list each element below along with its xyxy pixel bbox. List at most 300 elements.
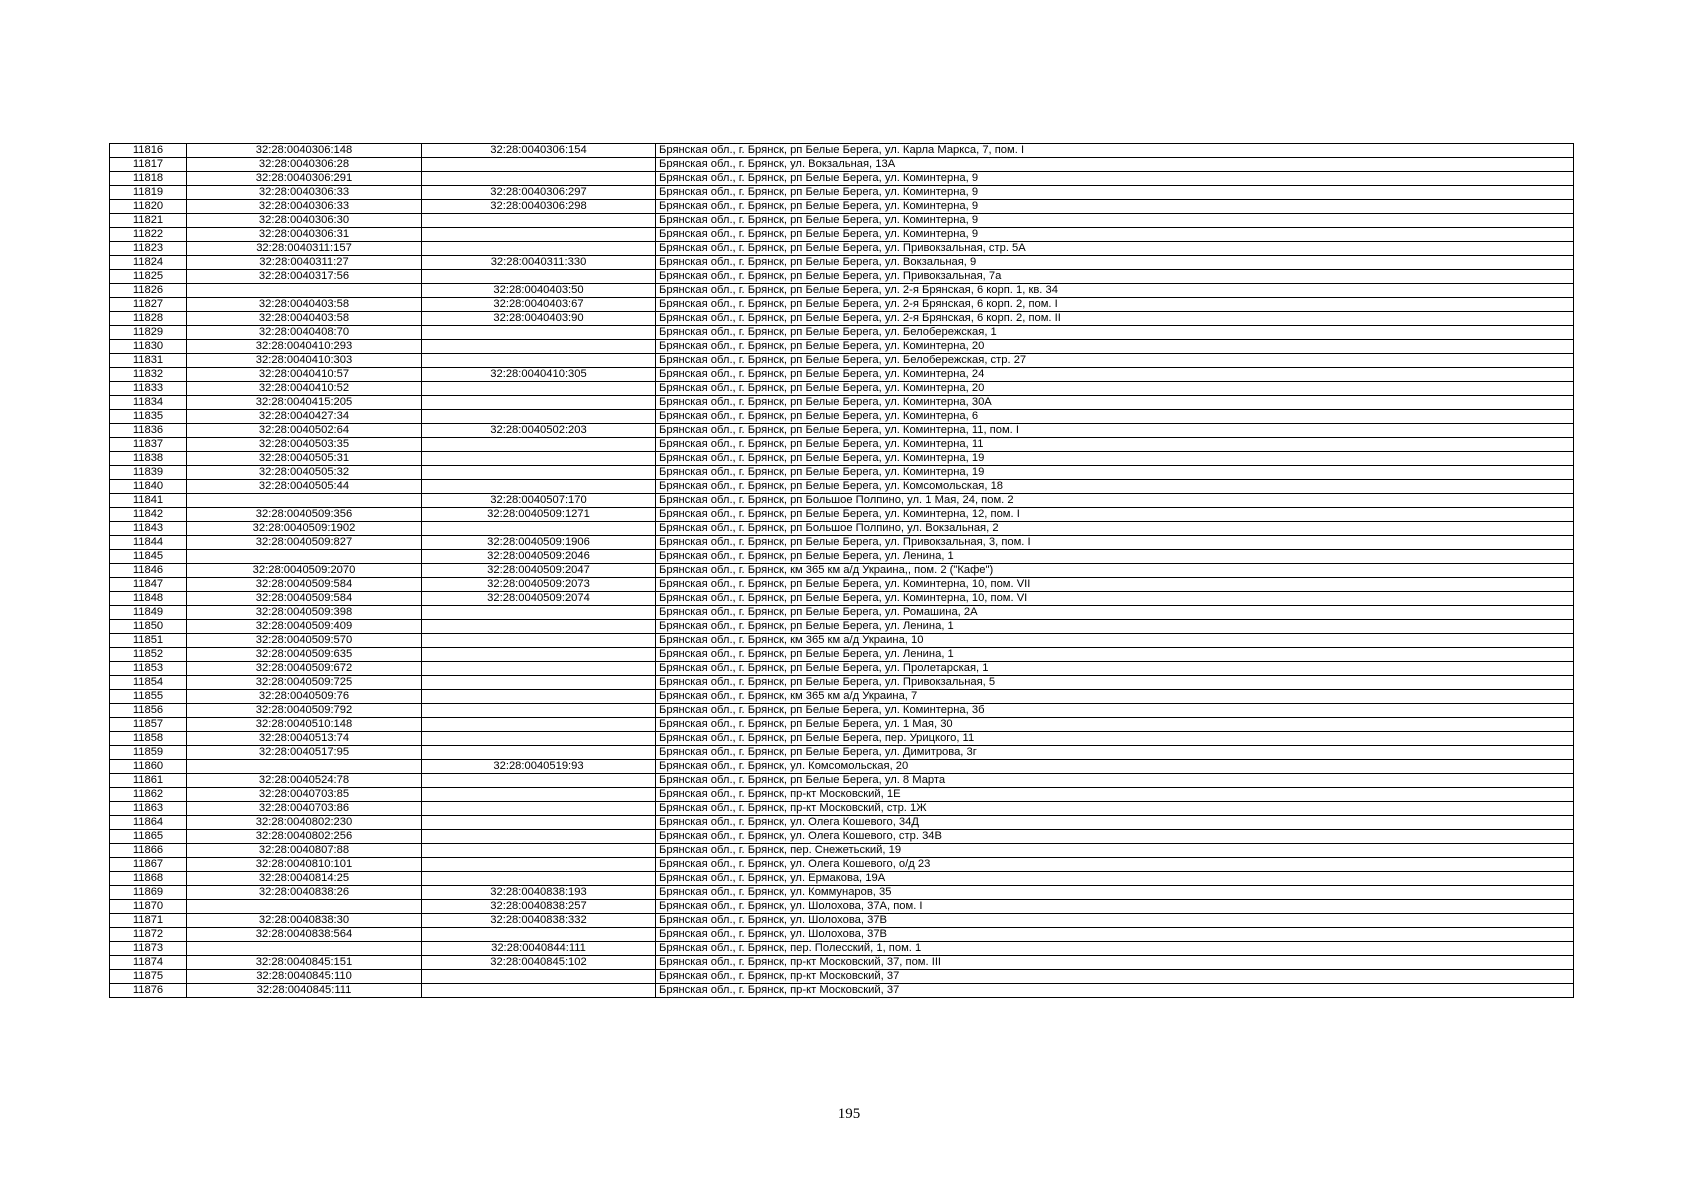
table-row: [110, 172, 1574, 186]
row-number-cell: 11858: [110, 732, 187, 746]
table-row: [110, 144, 1574, 158]
object-number-cell: [422, 410, 656, 424]
object-number-cell: 32:28:0040844:111: [422, 942, 656, 956]
address-cell: Брянская обл., г. Брянск, пр-кт Московский, 37: [656, 970, 1574, 984]
address-cell: Брянская обл., г. Брянск, рп Белые Берега, ул. Ленина, 1: [656, 550, 1574, 564]
row-number-cell: 11874: [110, 956, 187, 970]
address-cell: Брянская обл., г. Брянск, рп Белые Берега, ул. Карла Маркса, 7, пом. I: [656, 144, 1574, 158]
row-number-cell: 11826: [110, 284, 187, 298]
address-cell: Брянская обл., г. Брянск, рп Белые Берега, ул. Коминтерна, 12, пом. I: [656, 508, 1574, 522]
parcel-number-cell: 32:28:0040410:52: [187, 382, 422, 396]
table-row: [110, 228, 1574, 242]
table-row: [110, 956, 1574, 970]
object-number-cell: 32:28:0040838:332: [422, 914, 656, 928]
parcel-number-cell: 32:28:0040838:564: [187, 928, 422, 942]
row-number-cell: 11834: [110, 396, 187, 410]
object-number-cell: [422, 662, 656, 676]
address-cell: Брянская обл., г. Брянск, рп Белые Берега, ул. Ленина, 1: [656, 620, 1574, 634]
row-number-cell: 11837: [110, 438, 187, 452]
row-number-cell: 11848: [110, 592, 187, 606]
address-cell: Брянская обл., г. Брянск, ул. Коммунаров, 35: [656, 886, 1574, 900]
parcel-number-cell: 32:28:0040505:31: [187, 452, 422, 466]
table-row: [110, 788, 1574, 802]
address-cell: Брянская обл., г. Брянск, рп Белые Берега, ул. Белобережская, стр. 27: [656, 354, 1574, 368]
table-row: [110, 816, 1574, 830]
parcel-number-cell: 32:28:0040802:230: [187, 816, 422, 830]
parcel-number-cell: 32:28:0040509:409: [187, 620, 422, 634]
address-cell: Брянская обл., г. Брянск, рп Белые Берега, ул. Коминтерна, 9: [656, 228, 1574, 242]
parcel-number-cell: 32:28:0040403:58: [187, 312, 422, 326]
address-cell: Брянская обл., г. Брянск, ул. Комсомольская, 20: [656, 760, 1574, 774]
table-row: [110, 354, 1574, 368]
parcel-number-cell: 32:28:0040306:33: [187, 200, 422, 214]
table-row: [110, 914, 1574, 928]
row-number-cell: 11856: [110, 704, 187, 718]
table-row: [110, 760, 1574, 774]
object-number-cell: [422, 382, 656, 396]
table-row: [110, 438, 1574, 452]
parcel-number-cell: 32:28:0040845:110: [187, 970, 422, 984]
table-row: [110, 466, 1574, 480]
table-row: [110, 746, 1574, 760]
table-row: [110, 452, 1574, 466]
address-cell: Брянская обл., г. Брянск, рп Белые Берега, ул. 2-я Брянская, 6 корп. 1, кв. 34: [656, 284, 1574, 298]
address-cell: Брянская обл., г. Брянск, пер. Снежетьский, 19: [656, 844, 1574, 858]
row-number-cell: 11828: [110, 312, 187, 326]
table-row: [110, 662, 1574, 676]
object-number-cell: 32:28:0040507:170: [422, 494, 656, 508]
parcel-number-cell: 32:28:0040306:148: [187, 144, 422, 158]
object-number-cell: 32:28:0040410:305: [422, 368, 656, 382]
table-row: [110, 186, 1574, 200]
table-row: [110, 732, 1574, 746]
row-number-cell: 11847: [110, 578, 187, 592]
address-cell: Брянская обл., г. Брянск, рп Белые Берега, ул. 2-я Брянская, 6 корп. 2, пом. I: [656, 298, 1574, 312]
parcel-number-cell: [187, 900, 422, 914]
address-cell: Брянская обл., г. Брянск, рп Белые Берега, ул. Коминтерна, 11, пом. I: [656, 424, 1574, 438]
table-row: [110, 494, 1574, 508]
address-cell: Брянская обл., г. Брянск, рп Белые Берега, ул. Белобережская, 1: [656, 326, 1574, 340]
object-number-cell: 32:28:0040509:1906: [422, 536, 656, 550]
object-number-cell: [422, 172, 656, 186]
parcel-number-cell: 32:28:0040509:570: [187, 634, 422, 648]
row-number-cell: 11849: [110, 606, 187, 620]
parcel-number-cell: [187, 550, 422, 564]
row-number-cell: 11825: [110, 270, 187, 284]
address-cell: Брянская обл., г. Брянск, ул. Шолохова, 37В: [656, 914, 1574, 928]
table-row: [110, 256, 1574, 270]
object-number-cell: [422, 690, 656, 704]
table-row: [110, 242, 1574, 256]
object-number-cell: [422, 802, 656, 816]
object-number-cell: [422, 480, 656, 494]
row-number-cell: 11838: [110, 452, 187, 466]
object-number-cell: [422, 774, 656, 788]
parcel-number-cell: 32:28:0040509:356: [187, 508, 422, 522]
row-number-cell: 11870: [110, 900, 187, 914]
object-number-cell: 32:28:0040519:93: [422, 760, 656, 774]
address-cell: Брянская обл., г. Брянск, км 365 км а/д Украина, 10: [656, 634, 1574, 648]
parcel-number-cell: 32:28:0040311:157: [187, 242, 422, 256]
row-number-cell: 11827: [110, 298, 187, 312]
row-number-cell: 11868: [110, 872, 187, 886]
row-number-cell: 11842: [110, 508, 187, 522]
address-cell: Брянская обл., г. Брянск, пер. Полесский, 1, пом. 1: [656, 942, 1574, 956]
object-number-cell: [422, 466, 656, 480]
address-cell: Брянская обл., г. Брянск, рп Белые Берега, ул. Привокзальная, стр. 5А: [656, 242, 1574, 256]
address-cell: Брянская обл., г. Брянск, ул. Олега Кошевого, стр. 34В: [656, 830, 1574, 844]
row-number-cell: 11852: [110, 648, 187, 662]
address-cell: Брянская обл., г. Брянск, рп Белые Берега, ул. Коминтерна, 20: [656, 382, 1574, 396]
address-cell: Брянская обл., г. Брянск, рп Большое Полпино, ул. 1 Мая, 24, пом. 2: [656, 494, 1574, 508]
address-cell: Брянская обл., г. Брянск, км 365 км а/д Украина, 7: [656, 690, 1574, 704]
object-number-cell: 32:28:0040509:2046: [422, 550, 656, 564]
object-number-cell: [422, 844, 656, 858]
row-number-cell: 11872: [110, 928, 187, 942]
object-number-cell: 32:28:0040403:50: [422, 284, 656, 298]
parcel-number-cell: 32:28:0040317:56: [187, 270, 422, 284]
object-number-cell: [422, 326, 656, 340]
object-number-cell: [422, 830, 656, 844]
object-number-cell: [422, 970, 656, 984]
object-number-cell: [422, 452, 656, 466]
table-row: [110, 984, 1574, 998]
table-row: [110, 830, 1574, 844]
table-row: [110, 410, 1574, 424]
row-number-cell: 11853: [110, 662, 187, 676]
table-row: [110, 606, 1574, 620]
address-cell: Брянская обл., г. Брянск, рп Белые Берега, ул. Коминтерна, 9: [656, 172, 1574, 186]
object-number-cell: [422, 746, 656, 760]
object-number-cell: 32:28:0040838:193: [422, 886, 656, 900]
object-number-cell: [422, 732, 656, 746]
object-number-cell: 32:28:0040306:298: [422, 200, 656, 214]
table-row: [110, 550, 1574, 564]
parcel-number-cell: [187, 494, 422, 508]
table-row: [110, 634, 1574, 648]
row-number-cell: 11869: [110, 886, 187, 900]
address-cell: Брянская обл., г. Брянск, рп Белые Берега, ул. Комсомольская, 18: [656, 480, 1574, 494]
parcel-number-cell: 32:28:0040403:58: [187, 298, 422, 312]
row-number-cell: 11863: [110, 802, 187, 816]
row-number-cell: 11873: [110, 942, 187, 956]
parcel-number-cell: 32:28:0040408:70: [187, 326, 422, 340]
row-number-cell: 11817: [110, 158, 187, 172]
row-number-cell: 11850: [110, 620, 187, 634]
row-number-cell: 11836: [110, 424, 187, 438]
table-row: [110, 942, 1574, 956]
parcel-number-cell: 32:28:0040306:31: [187, 228, 422, 242]
parcel-number-cell: 32:28:0040509:398: [187, 606, 422, 620]
object-number-cell: [422, 816, 656, 830]
object-number-cell: [422, 270, 656, 284]
address-cell: Брянская обл., г. Брянск, рп Белые Берега, ул. Коминтерна, 20: [656, 340, 1574, 354]
table-row: [110, 844, 1574, 858]
table-row: [110, 298, 1574, 312]
table-row: [110, 396, 1574, 410]
parcel-number-cell: [187, 760, 422, 774]
object-number-cell: 32:28:0040403:67: [422, 298, 656, 312]
parcel-number-cell: 32:28:0040838:26: [187, 886, 422, 900]
row-number-cell: 11822: [110, 228, 187, 242]
object-number-cell: [422, 718, 656, 732]
row-number-cell: 11867: [110, 858, 187, 872]
table-row: [110, 676, 1574, 690]
parcel-number-cell: 32:28:0040814:25: [187, 872, 422, 886]
row-number-cell: 11861: [110, 774, 187, 788]
parcel-number-cell: 32:28:0040306:291: [187, 172, 422, 186]
address-cell: Брянская обл., г. Брянск, рп Белые Берега, ул. Коминтерна, 9: [656, 200, 1574, 214]
table-row: [110, 312, 1574, 326]
row-number-cell: 11820: [110, 200, 187, 214]
object-number-cell: [422, 522, 656, 536]
parcel-number-cell: 32:28:0040427:34: [187, 410, 422, 424]
address-cell: Брянская обл., г. Брянск, рп Белые Берега, ул. Димитрова, 3г: [656, 746, 1574, 760]
parcel-number-cell: 32:28:0040509:725: [187, 676, 422, 690]
parcel-number-cell: 32:28:0040703:86: [187, 802, 422, 816]
parcel-number-cell: 32:28:0040517:95: [187, 746, 422, 760]
row-number-cell: 11857: [110, 718, 187, 732]
address-cell: Брянская обл., г. Брянск, рп Белые Берега, ул. Коминтерна, 19: [656, 466, 1574, 480]
table-row: [110, 690, 1574, 704]
object-number-cell: [422, 354, 656, 368]
address-cell: Брянская обл., г. Брянск, рп Белые Берега, ул. Коминтерна, 9: [656, 214, 1574, 228]
address-cell: Брянская обл., г. Брянск, ул. Ермакова, 19А: [656, 872, 1574, 886]
table-row: [110, 872, 1574, 886]
parcel-number-cell: 32:28:0040845:151: [187, 956, 422, 970]
address-cell: Брянская обл., г. Брянск, рп Белые Берега, ул. 1 Мая, 30: [656, 718, 1574, 732]
row-number-cell: 11876: [110, 984, 187, 998]
parcel-number-cell: 32:28:0040410:303: [187, 354, 422, 368]
object-number-cell: [422, 158, 656, 172]
address-cell: Брянская обл., г. Брянск, рп Белые Берега, ул. Коминтерна, 10, пом. VII: [656, 578, 1574, 592]
row-number-cell: 11840: [110, 480, 187, 494]
address-cell: Брянская обл., г. Брянск, км 365 км а/д Украина,, пом. 2 ("Кафе"): [656, 564, 1574, 578]
row-number-cell: 11854: [110, 676, 187, 690]
table-row: [110, 802, 1574, 816]
address-cell: Брянская обл., г. Брянск, рп Белые Берега, ул. Ромашина, 2А: [656, 606, 1574, 620]
parcel-number-cell: 32:28:0040410:293: [187, 340, 422, 354]
object-number-cell: [422, 788, 656, 802]
object-number-cell: [422, 438, 656, 452]
table-row: [110, 382, 1574, 396]
parcel-number-cell: 32:28:0040311:27: [187, 256, 422, 270]
parcel-number-cell: 32:28:0040509:827: [187, 536, 422, 550]
address-cell: Брянская обл., г. Брянск, пр-кт Московский, 1Е: [656, 788, 1574, 802]
table-row: [110, 284, 1574, 298]
row-number-cell: 11841: [110, 494, 187, 508]
table-row: [110, 970, 1574, 984]
row-number-cell: 11855: [110, 690, 187, 704]
parcel-number-cell: 32:28:0040509:2070: [187, 564, 422, 578]
parcel-number-cell: 32:28:0040509:635: [187, 648, 422, 662]
object-number-cell: 32:28:0040845:102: [422, 956, 656, 970]
row-number-cell: 11835: [110, 410, 187, 424]
row-number-cell: 11831: [110, 354, 187, 368]
object-number-cell: [422, 928, 656, 942]
table-row: [110, 270, 1574, 284]
row-number-cell: 11843: [110, 522, 187, 536]
object-number-cell: 32:28:0040502:203: [422, 424, 656, 438]
address-cell: Брянская обл., г. Брянск, рп Большое Полпино, ул. Вокзальная, 2: [656, 522, 1574, 536]
table-row: [110, 480, 1574, 494]
address-cell: Брянская обл., г. Брянск, ул. Шолохова, 37А, пом. I: [656, 900, 1574, 914]
table-row: [110, 858, 1574, 872]
row-number-cell: 11860: [110, 760, 187, 774]
row-number-cell: 11829: [110, 326, 187, 340]
object-number-cell: [422, 606, 656, 620]
object-number-cell: [422, 214, 656, 228]
object-number-cell: 32:28:0040509:2074: [422, 592, 656, 606]
address-cell: Брянская обл., г. Брянск, ул. Олега Кошевого, о/д 23: [656, 858, 1574, 872]
object-number-cell: [422, 242, 656, 256]
object-number-cell: [422, 620, 656, 634]
table-row: [110, 592, 1574, 606]
row-number-cell: 11830: [110, 340, 187, 354]
address-cell: Брянская обл., г. Брянск, рп Белые Берега, ул. Коминтерна, 19: [656, 452, 1574, 466]
address-cell: Брянская обл., г. Брянск, рп Белые Берега, ул. Привокзальная, 7а: [656, 270, 1574, 284]
object-number-cell: [422, 984, 656, 998]
object-number-cell: 32:28:0040306:154: [422, 144, 656, 158]
object-number-cell: 32:28:0040403:90: [422, 312, 656, 326]
row-number-cell: 11859: [110, 746, 187, 760]
parcel-number-cell: 32:28:0040306:33: [187, 186, 422, 200]
parcel-number-cell: 32:28:0040510:148: [187, 718, 422, 732]
object-number-cell: [422, 872, 656, 886]
table-row: [110, 200, 1574, 214]
row-number-cell: 11816: [110, 144, 187, 158]
parcel-number-cell: [187, 942, 422, 956]
parcel-number-cell: 32:28:0040505:44: [187, 480, 422, 494]
address-cell: Брянская обл., г. Брянск, пр-кт Московский, 37, пом. III: [656, 956, 1574, 970]
parcel-number-cell: 32:28:0040509:76: [187, 690, 422, 704]
page-number: 195: [837, 1106, 861, 1122]
parcel-number-cell: 32:28:0040807:88: [187, 844, 422, 858]
parcel-number-cell: 32:28:0040415:205: [187, 396, 422, 410]
object-number-cell: 32:28:0040838:257: [422, 900, 656, 914]
table-row: [110, 900, 1574, 914]
address-cell: Брянская обл., г. Брянск, рп Белые Берега, ул. Коминтерна, 9: [656, 186, 1574, 200]
row-number-cell: 11862: [110, 788, 187, 802]
table-row: [110, 620, 1574, 634]
address-cell: Брянская обл., г. Брянск, рп Белые Берега, ул. Ленина, 1: [656, 648, 1574, 662]
row-number-cell: 11865: [110, 830, 187, 844]
address-cell: Брянская обл., г. Брянск, рп Белые Берега, ул. Коминтерна, 11: [656, 438, 1574, 452]
object-number-cell: 32:28:0040509:2047: [422, 564, 656, 578]
table-row: [110, 536, 1574, 550]
address-cell: Брянская обл., г. Брянск, рп Белые Берега, ул. Пролетарская, 1: [656, 662, 1574, 676]
table-row: [110, 648, 1574, 662]
address-cell: Брянская обл., г. Брянск, пр-кт Московский, 37: [656, 984, 1574, 998]
table-row: [110, 214, 1574, 228]
address-cell: Брянская обл., г. Брянск, рп Белые Берега, пер. Урицкого, 11: [656, 732, 1574, 746]
address-cell: Брянская обл., г. Брянск, рп Белые Берега, ул. Вокзальная, 9: [656, 256, 1574, 270]
table-row: [110, 424, 1574, 438]
row-number-cell: 11875: [110, 970, 187, 984]
row-number-cell: 11823: [110, 242, 187, 256]
table-row: [110, 886, 1574, 900]
object-number-cell: [422, 228, 656, 242]
parcel-number-cell: 32:28:0040502:64: [187, 424, 422, 438]
registry-table-body: [110, 144, 1574, 998]
object-number-cell: 32:28:0040306:297: [422, 186, 656, 200]
object-number-cell: [422, 634, 656, 648]
row-number-cell: 11821: [110, 214, 187, 228]
address-cell: Брянская обл., г. Брянск, рп Белые Берега, ул. Коминтерна, 30А: [656, 396, 1574, 410]
parcel-number-cell: 32:28:0040810:101: [187, 858, 422, 872]
address-cell: Брянская обл., г. Брянск, ул. Шолохова, 37В: [656, 928, 1574, 942]
registry-table: [109, 143, 1574, 998]
table-row: [110, 368, 1574, 382]
parcel-number-cell: 32:28:0040509:584: [187, 592, 422, 606]
parcel-number-cell: 32:28:0040509:792: [187, 704, 422, 718]
parcel-number-cell: 32:28:0040505:32: [187, 466, 422, 480]
table-row: [110, 578, 1574, 592]
object-number-cell: [422, 340, 656, 354]
address-cell: Брянская обл., г. Брянск, ул. Вокзальная, 13А: [656, 158, 1574, 172]
object-number-cell: [422, 396, 656, 410]
table-row: [110, 564, 1574, 578]
parcel-number-cell: 32:28:0040306:30: [187, 214, 422, 228]
address-cell: Брянская обл., г. Брянск, рп Белые Берега, ул. Коминтерна, 3б: [656, 704, 1574, 718]
object-number-cell: 32:28:0040311:330: [422, 256, 656, 270]
row-number-cell: 11839: [110, 466, 187, 480]
row-number-cell: 11871: [110, 914, 187, 928]
table-row: [110, 326, 1574, 340]
row-number-cell: 11824: [110, 256, 187, 270]
object-number-cell: [422, 704, 656, 718]
address-cell: Брянская обл., г. Брянск, рп Белые Берега, ул. Привокзальная, 3, пом. I: [656, 536, 1574, 550]
address-cell: Брянская обл., г. Брянск, рп Белые Берега, ул. Коминтерна, 10, пом. VI: [656, 592, 1574, 606]
address-cell: Брянская обл., г. Брянск, рп Белые Берега, ул. Коминтерна, 24: [656, 368, 1574, 382]
object-number-cell: [422, 858, 656, 872]
object-number-cell: [422, 648, 656, 662]
parcel-number-cell: 32:28:0040509:1902: [187, 522, 422, 536]
row-number-cell: 11844: [110, 536, 187, 550]
address-cell: Брянская обл., г. Брянск, ул. Олега Кошевого, 34Д: [656, 816, 1574, 830]
object-number-cell: 32:28:0040509:2073: [422, 578, 656, 592]
table-row: [110, 718, 1574, 732]
table-row: [110, 704, 1574, 718]
object-number-cell: 32:28:0040509:1271: [422, 508, 656, 522]
table-row: [110, 522, 1574, 536]
parcel-number-cell: 32:28:0040524:78: [187, 774, 422, 788]
parcel-number-cell: 32:28:0040509:672: [187, 662, 422, 676]
row-number-cell: 11833: [110, 382, 187, 396]
parcel-number-cell: 32:28:0040306:28: [187, 158, 422, 172]
parcel-number-cell: 32:28:0040838:30: [187, 914, 422, 928]
table-row: [110, 928, 1574, 942]
table-row: [110, 158, 1574, 172]
row-number-cell: 11846: [110, 564, 187, 578]
address-cell: Брянская обл., г. Брянск, пр-кт Московский, стр. 1Ж: [656, 802, 1574, 816]
address-cell: Брянская обл., г. Брянск, рп Белые Берега, ул. 8 Марта: [656, 774, 1574, 788]
parcel-number-cell: 32:28:0040503:35: [187, 438, 422, 452]
object-number-cell: [422, 676, 656, 690]
parcel-number-cell: 32:28:0040703:85: [187, 788, 422, 802]
parcel-number-cell: 32:28:0040509:584: [187, 578, 422, 592]
table-row: [110, 508, 1574, 522]
address-cell: Брянская обл., г. Брянск, рп Белые Берега, ул. Коминтерна, 6: [656, 410, 1574, 424]
table-row: [110, 774, 1574, 788]
table-row: [110, 340, 1574, 354]
row-number-cell: 11832: [110, 368, 187, 382]
address-cell: Брянская обл., г. Брянск, рп Белые Берега, ул. Привокзальная, 5: [656, 676, 1574, 690]
row-number-cell: 11818: [110, 172, 187, 186]
address-cell: Брянская обл., г. Брянск, рп Белые Берега, ул. 2-я Брянская, 6 корп. 2, пом. II: [656, 312, 1574, 326]
parcel-number-cell: 32:28:0040802:256: [187, 830, 422, 844]
row-number-cell: 11845: [110, 550, 187, 564]
